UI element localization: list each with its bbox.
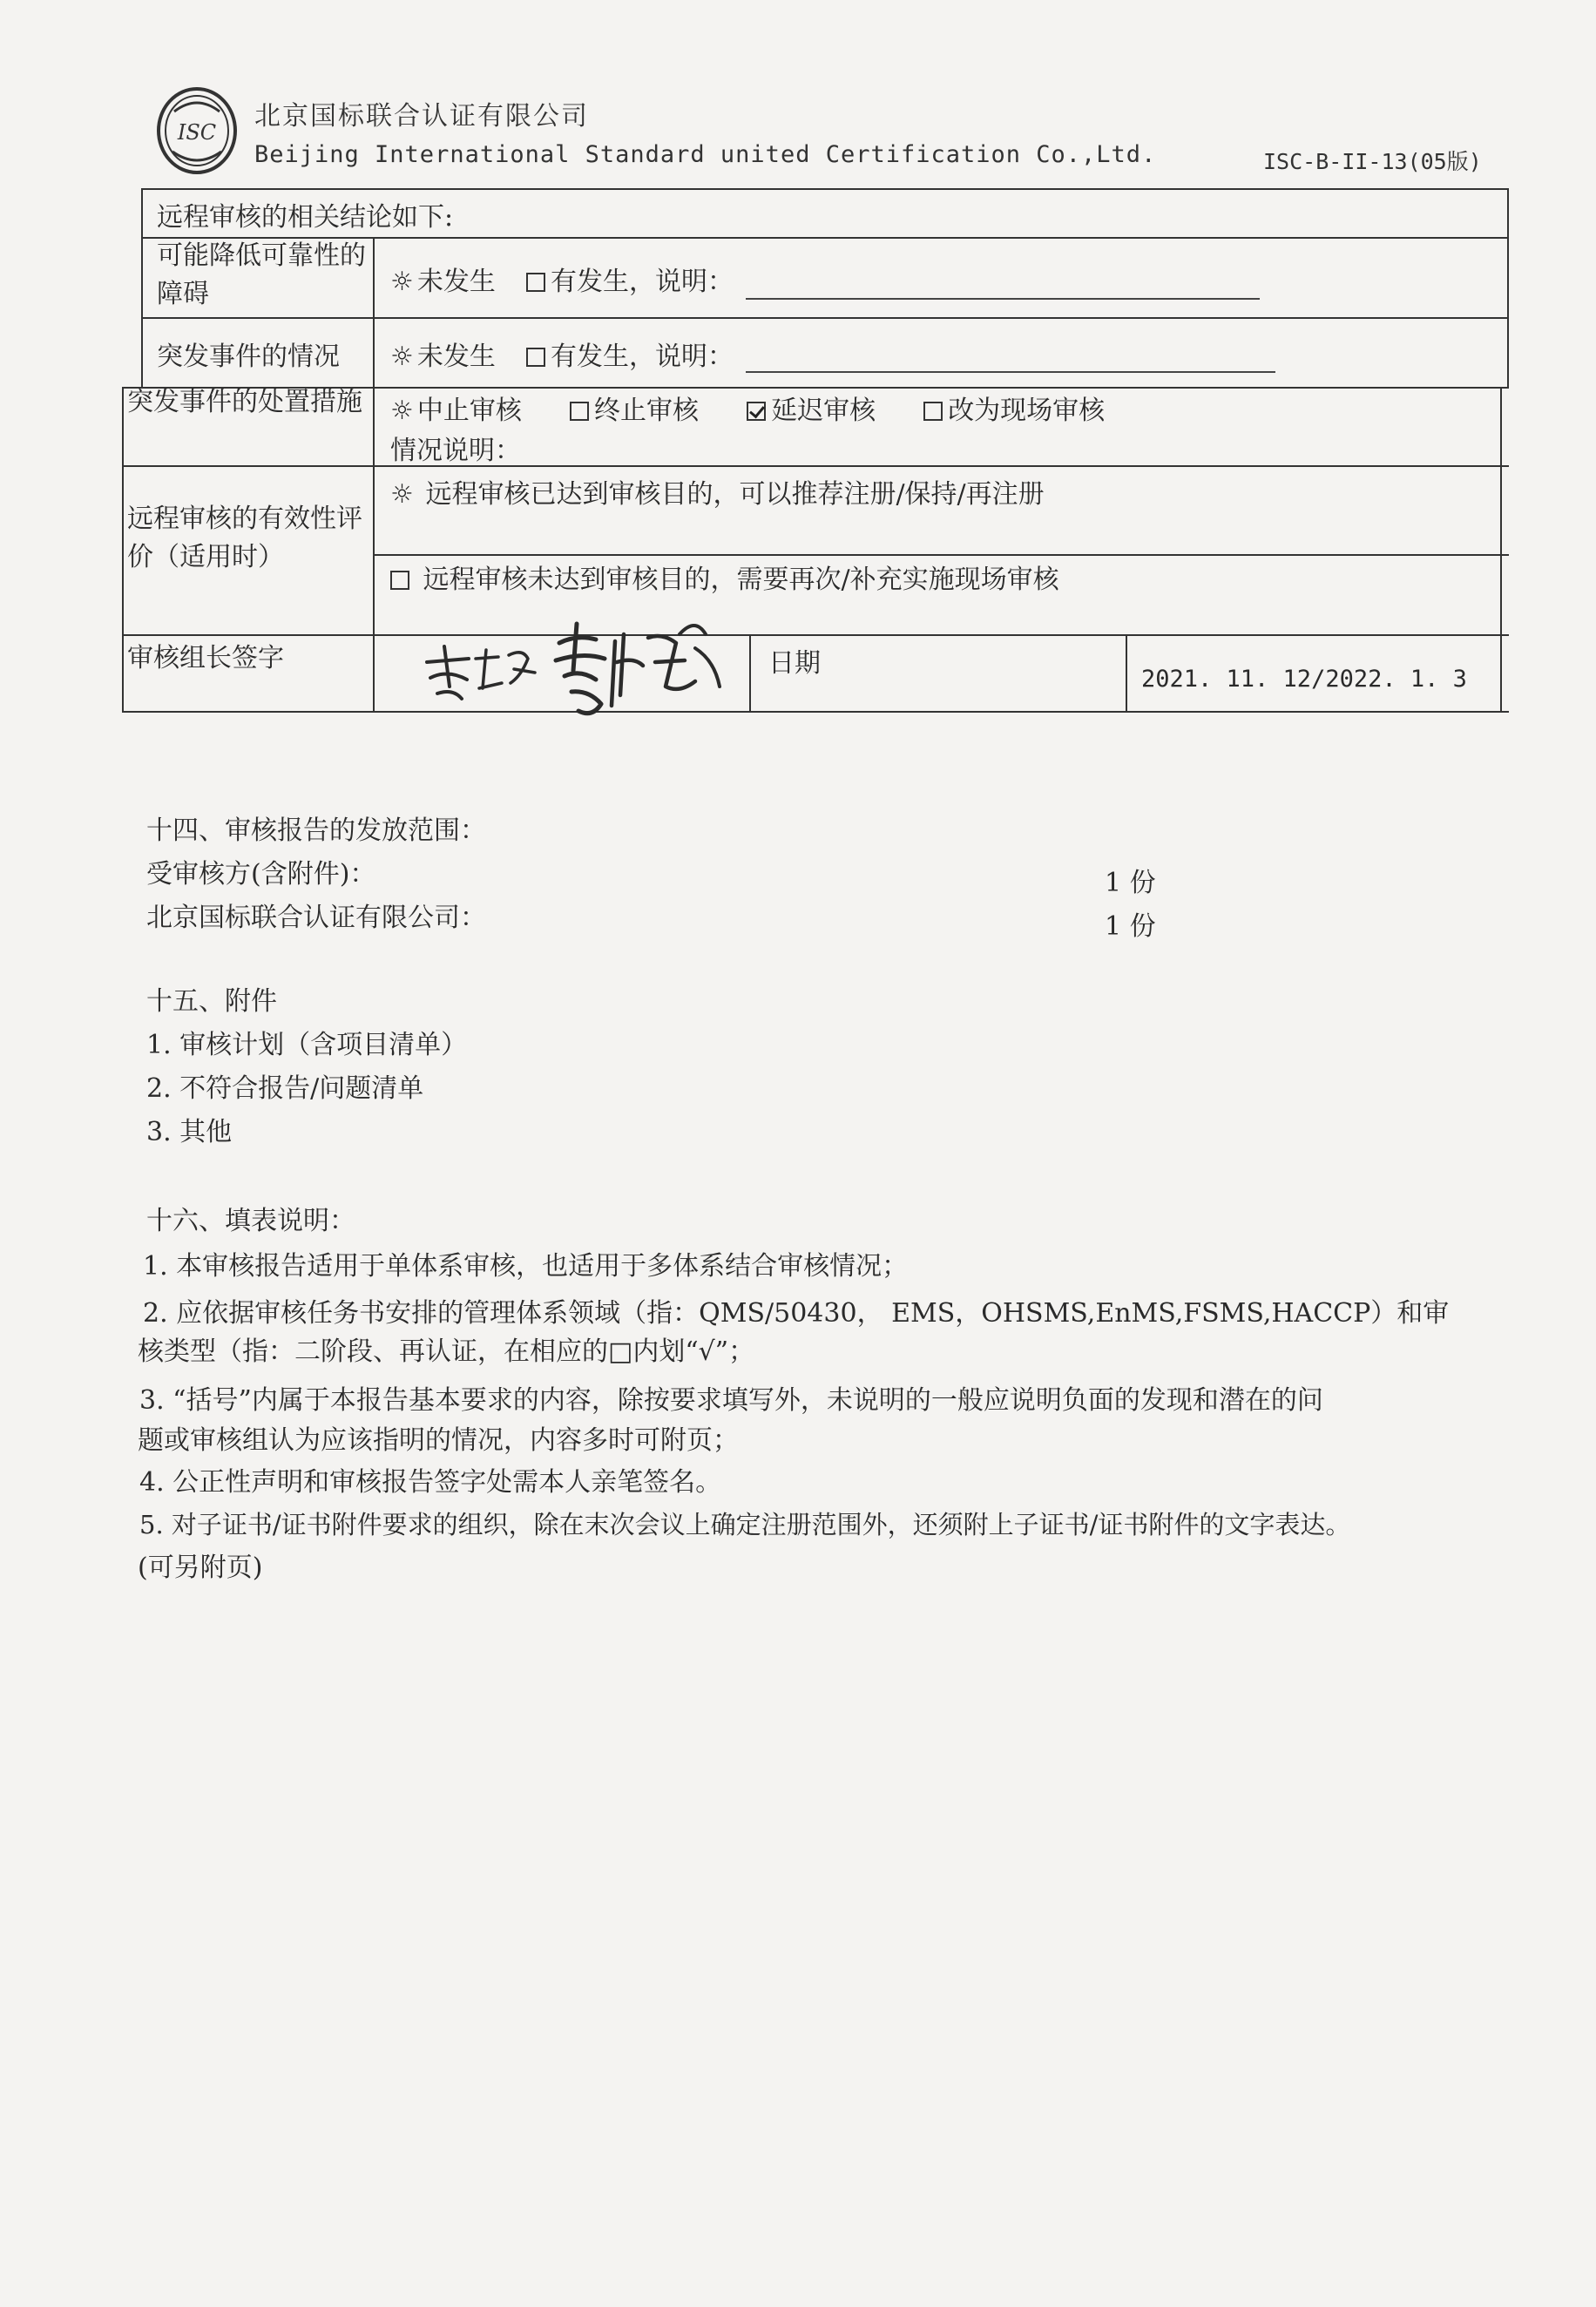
row-label-lead-auditor-signature: 审核组长签字	[127, 643, 284, 673]
date-label: 日期	[768, 648, 821, 679]
checkbox-audit-not-achieved[interactable]	[390, 571, 409, 590]
option-suspend-audit: 中止审核	[416, 396, 522, 426]
situation-note: 情况说明：	[390, 436, 521, 466]
company-name-en: Beijing International Standard united Certification Co.,Ltd.	[254, 141, 1157, 168]
section-15-heading: 十五、附件	[146, 986, 277, 1017]
row4-option1	[390, 472, 1045, 511]
instruction-line: 2. 应依据审核任务书安排的管理体系领域（指：QMS/50430， EMS，OHSMS,EnMS,FSMS,HACCP）和审	[143, 1298, 1450, 1329]
handwritten-signature-icon	[418, 608, 732, 730]
option-delay-audit: 延迟审核	[771, 396, 876, 426]
date-value: 2021. 11. 12/2022. 1. 3	[1141, 666, 1467, 693]
option-not-occurred: 未发生	[416, 267, 496, 297]
bullet-selected-icon: ☼	[390, 396, 414, 426]
attachment-item: 3. 其他	[146, 1117, 233, 1147]
company-name-cn: 北京国标联合认证有限公司	[254, 101, 589, 132]
bullet-selected-icon: ☼	[390, 342, 414, 372]
row-label-reliability-obstacles: 可能降低可靠性的障碍	[157, 240, 366, 309]
row3-options	[390, 389, 1105, 427]
option-audit-not-achieved: 远程审核未达到审核目的，需要再次/补充实施现场审核	[423, 565, 1059, 595]
table-title: 远程审核的相关结论如下:	[157, 202, 454, 233]
option-terminate-audit: 终止审核	[594, 396, 699, 426]
instruction-line: 1. 本审核报告适用于单体系审核，也适用于多体系结合审核情况；	[143, 1251, 909, 1282]
checkbox-occurred[interactable]	[526, 348, 545, 367]
option-not-occurred: 未发生	[416, 342, 496, 372]
instruction-line: 题或审核组认为应该指明的情况，内容多时可附页；	[138, 1425, 739, 1456]
distribution-item-company: 北京国标联合认证有限公司：	[146, 903, 486, 933]
remote-audit-conclusion-table	[122, 188, 1509, 723]
option-onsite-audit: 改为现场审核	[948, 396, 1106, 426]
attachment-item: 1. 审核计划（含项目清单）	[146, 1030, 468, 1060]
row-label-emergency-measures: 突发事件的处置措施	[127, 387, 362, 417]
explanation-line	[746, 298, 1260, 300]
instruction-line: 5. 对子证书/证书附件要求的组织，除在末次会议上确定注册范围外，还须附上子证书/证书附件的文字表达。	[139, 1510, 1351, 1539]
attachment-item: 2. 不符合报告/问题清单	[146, 1073, 424, 1104]
row-label-effectiveness-evaluation: 远程审核的有效性评价（适用时）	[127, 504, 362, 572]
section-16-heading: 十六、填表说明：	[146, 1206, 355, 1236]
option-audit-achieved: 远程审核已达到审核目的，可以推荐注册/保持/再注册	[425, 479, 1045, 510]
option-occurred: 有发生，说明：	[551, 267, 734, 297]
svg-text:ISC: ISC	[177, 120, 217, 145]
form-code: ISC-B-II-13(05版)	[1263, 149, 1482, 174]
bullet-selected-icon: ☼	[390, 479, 414, 510]
option-occurred: 有发生，说明：	[551, 342, 734, 372]
bullet-selected-icon: ☼	[390, 267, 414, 297]
section-14-heading: 十四、审核报告的发放范围：	[146, 815, 486, 846]
distribution-item-auditee: 受审核方(含附件)：	[146, 859, 376, 890]
checkbox-onsite-audit[interactable]	[923, 402, 943, 421]
company-logo-icon	[155, 85, 239, 176]
checkbox-terminate-audit[interactable]	[570, 402, 589, 421]
row4-option2	[390, 558, 1059, 596]
distribution-qty-company: 1 份	[1105, 911, 1156, 942]
instruction-line: 3. “括号”内属于本报告基本要求的内容，除按要求填写外，未说明的一般应说明负面的发现和潜在的问	[139, 1385, 1323, 1416]
distribution-qty-auditee: 1 份	[1105, 868, 1156, 898]
row-label-emergency-situation: 突发事件的情况	[157, 342, 340, 372]
instruction-line: 4. 公正性声明和审核报告签字处需本人亲笔签名。	[139, 1467, 722, 1498]
checkbox-delay-audit[interactable]	[747, 402, 766, 421]
instruction-line: 核类型（指：二阶段、再认证，在相应的□内划“√”；	[138, 1336, 755, 1367]
row2-options	[390, 335, 734, 373]
row1-options	[390, 260, 734, 298]
instruction-line: (可另附页)	[138, 1553, 263, 1583]
explanation-line	[746, 371, 1275, 373]
checkbox-occurred[interactable]	[526, 273, 545, 292]
